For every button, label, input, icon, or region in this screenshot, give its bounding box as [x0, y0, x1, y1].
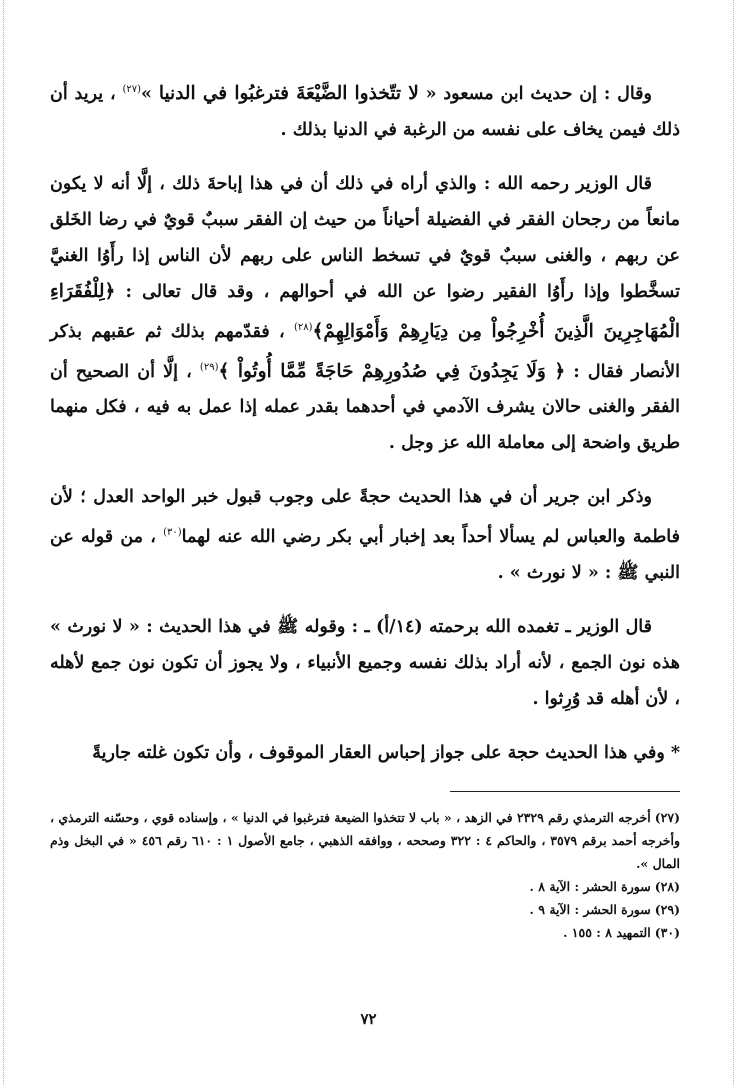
page-edge-right: [733, 0, 734, 1085]
paragraph-text: ، إلَّا أن الصحيح أن الفقر والغنى حالان يشرف الآدمي في أحدهما بقدر عمله إذا عمل به فيه ، فكل منهما طريق واضحة إلى معاملة الله عز وجل .: [50, 361, 680, 454]
main-text: [50, 72, 680, 771]
footnote-number: (٣٠): [654, 925, 680, 941]
footnote-text: سورة الحشر : الآية ٨ .: [529, 879, 651, 895]
footnote: [50, 921, 680, 944]
paragraph-text: ، يريد أن ذلك فيمن يخاف على نفسه من الرغبة في الدنيا بذلك .: [50, 83, 680, 140]
paragraph-text: »: [141, 83, 159, 104]
paragraph-text: ، فقدّمهم بذلك ثم عقبهم بذكر الأنصار فقال :: [50, 321, 681, 382]
footnote-number: (٢٩): [654, 902, 680, 918]
footnote-reference: (٣٠): [163, 527, 182, 539]
quoted-text: ﴿لِلْفُقَرَاءِ الْمُهَاجِرِينَ الَّذِينَ أُخْرِجُواْ مِن دِيَارِهِمْ وَأَمْوَالِهِمْ﴾: [50, 280, 680, 342]
paragraph: [50, 166, 680, 462]
footnote: [50, 875, 680, 898]
page-number: ٧٢: [360, 1010, 377, 1028]
paragraph-text: ، من قوله عن النبي ﷺ : « لا نورث » .: [50, 527, 680, 584]
footnote-reference: (٢٩): [199, 361, 219, 373]
paragraph: [50, 735, 680, 771]
page-body: [50, 72, 680, 944]
footnotes: [50, 806, 680, 944]
paragraph-text: وقال : إن حديث ابن مسعود «: [418, 83, 652, 104]
paragraph-text: قال الوزير رحمه الله : والذي أراه في ذلك أن في هذا إباحةَ ذلك ، إلَّا أنه لا يكون مانعاً من رجحان الفقر في الفضيلة أحياناً من حيث إن الفقر سببٌ قويٌ في رضا الخَلق عن ربهم ، والغنى سببٌ قويٌ في تسخط الناس على ربهم لأن الناس إذا رأَوُا الغنيَّ تسخَّطوا وإذا رأَوُا الفقير رضوا عن الله في أحوالهم ، وقد قال تعالى :: [50, 173, 680, 302]
footnote-separator: [450, 791, 680, 792]
bullet-marker: *: [670, 743, 680, 764]
paragraph-text: وذكر ابن جرير أن في هذا الحديث حجةً على وجوب قبول خبر الواحد العدل ؛ لأن فاطمة والعباس لم يسألا أحداً بعد إخبار أبي بكر رضي الله عنه لهما: [50, 487, 680, 548]
quoted-text: لا تتّخذوا الضَّيْعَةَ فترغبُوا في الدنيا: [158, 82, 419, 104]
footnote-text: أخرجه الترمذي رقم ٢٣٢٩ في الزهد ، « باب لا تتخذوا الضيعة فترغبوا في الدنيا » ، وإسناده قوي ، وحسّنه الترمذي ، وأخرجه أحمد برقم ٣٥٧٩ ، والحاكم ٤ : ٣٢٢ وصححه ، ووافقه الذهبي ، جامع الأصول ١ : ٦١٠ رقم ٤٥٦ « في البخل وذم المال ».: [50, 810, 681, 872]
footnote-text: سورة الحشر : الآية ٩ .: [529, 902, 651, 918]
paragraph-text: قال الوزير ـ تغمده الله برحمته (١٤/أ) ـ : وقوله ﷺ في هذا الحديث : « لا نورث » هذه نون الجمع ، لأنه أراد بذلك نفسه وجميع الأنبياء ، ولا يجوز أن تكون نون جمع لأهله ، لأن أهله قد وُرِثوا .: [50, 617, 680, 710]
quoted-text: ﴿ وَلَا يَجِدُونَ فِي صُدُورِهِمْ حَاجَةً مِّمَّا أُوتُواْ ﴾: [218, 360, 566, 382]
paragraph-text: وفي هذا الحديث حجة على جواز إحباس العقار الموقوف ، وأن تكون غلته جاريةً: [92, 743, 665, 764]
footnote-reference: (٢٧): [122, 84, 142, 95]
footnote-reference: (٢٨): [293, 321, 313, 333]
paragraph: [50, 72, 680, 148]
page-edge-left: [3, 0, 4, 1085]
footnote: [50, 898, 680, 921]
paragraph: [50, 479, 680, 591]
footnote-number: (٢٨): [654, 879, 680, 895]
footnote-text: التمهيد ٨ : ١٥٥ .: [563, 925, 651, 941]
footnote-number: (٢٧): [654, 810, 680, 826]
paragraph: [50, 609, 680, 717]
footnote: [50, 806, 680, 875]
